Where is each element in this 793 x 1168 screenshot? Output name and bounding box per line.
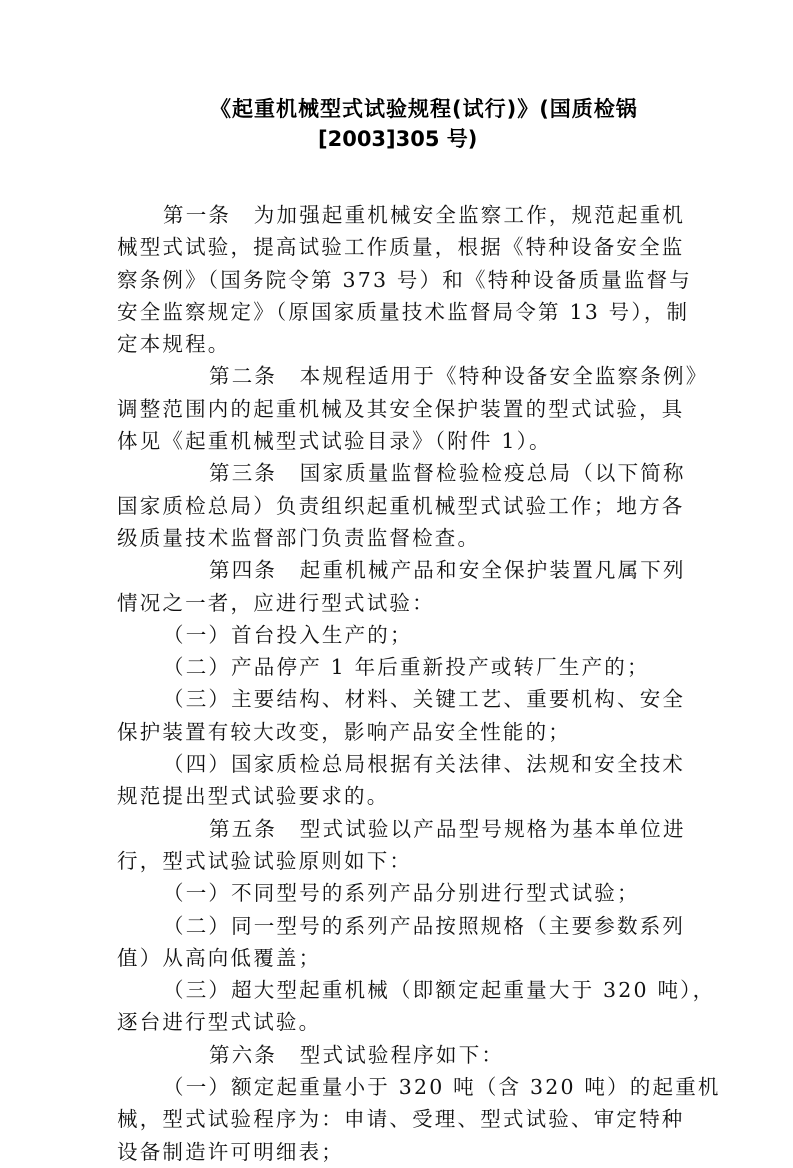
text-line: 第五条 型式试验以产品型号规格为基本单位进 xyxy=(209,816,686,841)
text-line: 保护装置有较大改变，影响产品安全性能的； xyxy=(117,719,571,744)
text-line: 逐台进行型式试验。 xyxy=(117,1010,322,1035)
text-line: 值）从高向低覆盖； xyxy=(117,945,322,970)
text-line: 察条例》（国务院令第 373 号）和《特种设备质量监督与 xyxy=(117,267,693,292)
text-line: 第四条 起重机械产品和安全保护装置凡属下列 xyxy=(209,558,686,583)
text-line: 第六条 型式试验程序如下： xyxy=(209,1042,505,1067)
text-line: （二）同一型号的系列产品按照规格（主要参数系列 xyxy=(163,913,686,938)
text-line: 第二条 本规程适用于《特种设备安全监察条例》 xyxy=(209,364,709,389)
text-line: （一）首台投入生产的； xyxy=(163,622,413,647)
text-line: 第三条 国家质量监督检验检疫总局（以下简称 xyxy=(209,461,686,486)
text-line: 体见《起重机械型式试验目录》（附件 1）。 xyxy=(117,429,552,454)
text-line: 设备制造许可明细表； xyxy=(117,1139,344,1164)
title-line-1: 《起重机械型式试验规程(试行)》(国质检锅 xyxy=(210,97,638,121)
title-line-2: [2003]305 号) xyxy=(318,127,478,151)
text-line: 定本规程。 xyxy=(117,332,231,357)
text-line: （一）额定起重量小于 320 吨（含 320 吨）的起重机 xyxy=(163,1075,721,1100)
text-line: 级质量技术监督部门负责监督检查。 xyxy=(117,525,481,550)
text-line: 械，型式试验程序为：申请、受理、型式试验、审定特种 xyxy=(117,1107,685,1132)
text-line: （四）国家质检总局根据有关法律、法规和安全技术 xyxy=(163,752,686,777)
text-line: 调整范围内的起重机械及其安全保护装置的型式试验，具 xyxy=(117,396,685,421)
text-line: 安全监察规定》（原国家质量技术监督局令第 13 号），制 xyxy=(117,299,690,324)
text-line: 行，型式试验试验原则如下： xyxy=(117,848,413,873)
text-line: 第一条 为加强起重机械安全监察工作，规范起重机 xyxy=(163,203,686,227)
text-line: 国家质检总局）负责组织起重机械型式试验工作；地方各 xyxy=(117,493,685,518)
text-line: （一）不同型号的系列产品分别进行型式试验； xyxy=(163,881,640,906)
document-body xyxy=(117,199,721,1168)
text-line: （三）超大型起重机械（即额定起重量大于 320 吨）， xyxy=(163,978,716,1003)
text-line: （二）产品停产 1 年后重新投产或转厂生产的； xyxy=(163,655,650,680)
text-line: 情况之一者，应进行型式试验： xyxy=(117,590,435,615)
text-line: （三）主要结构、材料、关键工艺、重要机构、安全 xyxy=(163,687,686,712)
text-line: 规范提出型式试验要求的。 xyxy=(117,784,390,809)
text-line: 械型式试验，提高试验工作质量，根据《特种设备安全监 xyxy=(117,235,685,260)
document-title xyxy=(150,94,670,154)
